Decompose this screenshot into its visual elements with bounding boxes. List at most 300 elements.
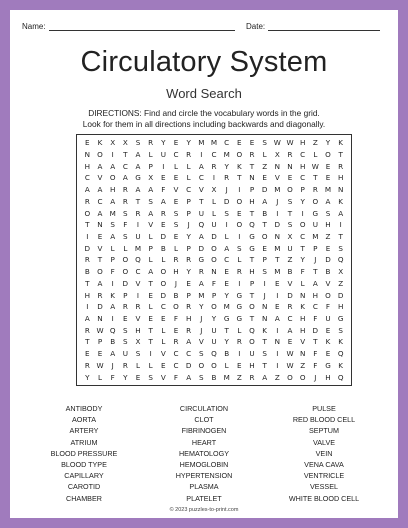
grid-letter[interactable]: E: [325, 173, 331, 183]
grid-letter[interactable]: V: [198, 337, 204, 347]
grid-letter[interactable]: C: [160, 302, 166, 312]
grid-letter[interactable]: E: [97, 349, 103, 359]
grid-letter[interactable]: C: [122, 161, 128, 171]
grid-letter[interactable]: O: [211, 360, 217, 370]
grid-letter[interactable]: R: [122, 196, 128, 206]
grid-letter[interactable]: H: [299, 325, 306, 335]
grid-letter[interactable]: O: [236, 220, 243, 230]
grid-letter[interactable]: F: [211, 278, 217, 288]
grid-letter[interactable]: S: [110, 220, 115, 230]
grid-letter[interactable]: H: [337, 173, 344, 183]
grid-letter[interactable]: B: [84, 267, 90, 277]
grid-letter[interactable]: L: [97, 372, 102, 382]
grid-letter[interactable]: N: [84, 150, 91, 160]
grid-letter[interactable]: U: [198, 208, 204, 218]
grid-letter[interactable]: F: [110, 372, 115, 382]
grid-letter[interactable]: E: [123, 314, 128, 324]
grid-letter[interactable]: Y: [224, 161, 229, 171]
grid-letter[interactable]: P: [211, 290, 217, 300]
grid-letter[interactable]: E: [85, 138, 90, 148]
grid-letter[interactable]: R: [84, 196, 90, 206]
grid-letter[interactable]: E: [148, 314, 153, 324]
grid-letter[interactable]: S: [325, 208, 331, 218]
grid-letter[interactable]: L: [313, 150, 318, 160]
grid-letter[interactable]: R: [249, 150, 255, 160]
grid-letter[interactable]: V: [160, 372, 166, 382]
grid-letter[interactable]: W: [286, 349, 294, 359]
grid-letter[interactable]: D: [198, 243, 205, 253]
grid-letter[interactable]: M: [274, 267, 281, 277]
grid-letter[interactable]: F: [313, 360, 318, 370]
grid-letter[interactable]: E: [325, 349, 331, 359]
grid-letter[interactable]: J: [225, 185, 228, 195]
grid-letter[interactable]: I: [238, 349, 241, 359]
grid-letter[interactable]: O: [249, 302, 255, 312]
grid-letter[interactable]: A: [97, 278, 103, 288]
grid-letter[interactable]: J: [263, 290, 266, 300]
grid-letter[interactable]: D: [287, 290, 293, 300]
grid-letter[interactable]: C: [186, 185, 192, 195]
grid-letter[interactable]: R: [236, 267, 242, 277]
grid-letter[interactable]: R: [198, 267, 204, 277]
grid-letter[interactable]: F: [173, 314, 179, 324]
grid-letter[interactable]: O: [236, 150, 243, 160]
grid-letter[interactable]: P: [123, 290, 128, 300]
grid-letter[interactable]: N: [274, 337, 281, 347]
grid-letter[interactable]: I: [276, 290, 279, 300]
grid-letter[interactable]: E: [85, 349, 90, 359]
grid-letter[interactable]: G: [198, 255, 205, 265]
grid-letter[interactable]: O: [299, 372, 306, 382]
grid-letter[interactable]: Q: [337, 255, 344, 265]
grid-letter[interactable]: L: [173, 161, 178, 171]
grid-letter[interactable]: L: [300, 278, 305, 288]
grid-letter[interactable]: I: [301, 208, 304, 218]
grid-letter[interactable]: D: [274, 220, 281, 230]
grid-letter[interactable]: B: [110, 337, 116, 347]
grid-letter[interactable]: E: [161, 173, 166, 183]
grid-letter[interactable]: H: [135, 325, 141, 335]
grid-letter[interactable]: M: [312, 232, 319, 242]
grid-letter[interactable]: A: [110, 161, 116, 171]
grid-letter[interactable]: A: [84, 314, 90, 324]
grid-letter[interactable]: B: [287, 267, 293, 277]
grid-letter[interactable]: M: [274, 185, 281, 195]
grid-letter[interactable]: O: [325, 150, 331, 160]
grid-letter[interactable]: E: [161, 220, 166, 230]
grid-letter[interactable]: J: [200, 325, 203, 335]
grid-letter[interactable]: L: [161, 337, 166, 347]
grid-letter[interactable]: A: [148, 208, 154, 218]
grid-letter[interactable]: U: [122, 349, 128, 359]
grid-letter[interactable]: P: [148, 161, 153, 171]
grid-letter[interactable]: E: [237, 138, 242, 148]
grid-letter[interactable]: R: [173, 337, 179, 347]
grid-letter[interactable]: A: [287, 325, 293, 335]
grid-letter[interactable]: M: [109, 208, 116, 218]
grid-letter[interactable]: I: [111, 150, 114, 160]
grid-letter[interactable]: C: [300, 232, 306, 242]
grid-letter[interactable]: S: [123, 232, 128, 242]
grid-letter[interactable]: R: [236, 337, 242, 347]
grid-letter[interactable]: S: [148, 196, 153, 206]
grid-letter[interactable]: L: [148, 255, 153, 265]
grid-letter[interactable]: M: [223, 302, 230, 312]
grid-letter[interactable]: L: [161, 255, 166, 265]
grid-letter[interactable]: P: [249, 185, 255, 195]
grid-letter[interactable]: H: [185, 314, 192, 324]
grid-letter[interactable]: S: [199, 372, 204, 382]
grid-letter[interactable]: I: [200, 150, 203, 160]
grid-letter[interactable]: K: [338, 196, 344, 206]
grid-letter[interactable]: A: [186, 372, 192, 382]
grid-letter[interactable]: Y: [300, 196, 305, 206]
grid-letter[interactable]: Y: [186, 267, 191, 277]
grid-letter[interactable]: Q: [249, 220, 255, 230]
grid-letter[interactable]: W: [286, 138, 294, 148]
grid-letter[interactable]: S: [123, 208, 128, 218]
grid-letter[interactable]: S: [123, 337, 128, 347]
grid-letter[interactable]: L: [173, 243, 178, 253]
grid-letter[interactable]: O: [122, 267, 129, 277]
grid-letter[interactable]: U: [160, 150, 166, 160]
grid-letter[interactable]: R: [160, 208, 166, 218]
grid-letter[interactable]: I: [162, 161, 165, 171]
grid-letter[interactable]: A: [110, 196, 116, 206]
grid-letter[interactable]: T: [237, 173, 242, 183]
grid-letter[interactable]: A: [338, 208, 344, 218]
grid-letter[interactable]: Y: [161, 138, 166, 148]
grid-letter[interactable]: T: [338, 150, 343, 160]
grid-letter[interactable]: M: [134, 243, 142, 253]
grid-letter[interactable]: O: [160, 278, 167, 288]
grid-letter[interactable]: Q: [135, 255, 141, 265]
grid-letter[interactable]: I: [111, 314, 114, 324]
grid-letter[interactable]: D: [337, 290, 344, 300]
grid-letter[interactable]: I: [136, 220, 140, 230]
grid-letter[interactable]: E: [325, 161, 331, 171]
grid-letter[interactable]: Y: [211, 314, 217, 324]
grid-letter[interactable]: E: [262, 173, 267, 183]
grid-letter[interactable]: X: [287, 232, 293, 242]
grid-letter[interactable]: K: [300, 302, 306, 312]
grid-letter[interactable]: T: [300, 243, 305, 253]
grid-letter[interactable]: D: [122, 278, 129, 288]
grid-letter[interactable]: N: [274, 161, 281, 171]
grid-letter[interactable]: S: [287, 220, 293, 230]
grid-letter[interactable]: S: [135, 138, 141, 148]
grid-letter[interactable]: V: [97, 243, 103, 253]
grid-letter[interactable]: A: [135, 150, 141, 160]
grid-letter[interactable]: I: [149, 349, 152, 359]
grid-letter[interactable]: N: [97, 314, 103, 324]
grid-letter[interactable]: I: [225, 220, 228, 230]
grid-letter[interactable]: Q: [337, 372, 344, 382]
grid-letter[interactable]: L: [186, 161, 191, 171]
grid-letter[interactable]: T: [313, 337, 318, 347]
grid-letter[interactable]: T: [85, 278, 90, 288]
grid-letter[interactable]: L: [211, 208, 216, 218]
grid-letter[interactable]: X: [274, 150, 280, 160]
grid-letter[interactable]: A: [97, 161, 103, 171]
grid-letter[interactable]: E: [325, 243, 331, 253]
grid-letter[interactable]: V: [97, 173, 103, 183]
grid-letter[interactable]: K: [110, 290, 116, 300]
grid-letter[interactable]: H: [299, 161, 306, 171]
grid-letter[interactable]: R: [249, 372, 255, 382]
grid-letter[interactable]: F: [325, 302, 331, 312]
grid-letter[interactable]: H: [249, 267, 255, 277]
grid-letter[interactable]: W: [311, 161, 319, 171]
letter-grid[interactable]: [76, 134, 352, 386]
grid-letter[interactable]: E: [224, 278, 229, 288]
grid-letter[interactable]: Y: [224, 337, 229, 347]
grid-letter[interactable]: Y: [123, 372, 128, 382]
grid-letter[interactable]: P: [186, 243, 191, 253]
grid-letter[interactable]: E: [161, 314, 166, 324]
grid-letter[interactable]: E: [173, 173, 179, 183]
grid-letter[interactable]: E: [97, 232, 103, 242]
grid-letter[interactable]: E: [237, 208, 242, 218]
grid-letter[interactable]: T: [262, 220, 267, 230]
grid-letter[interactable]: I: [276, 208, 279, 218]
grid-letter[interactable]: R: [148, 138, 154, 148]
grid-letter[interactable]: O: [261, 232, 268, 242]
grid-letter[interactable]: V: [325, 278, 331, 288]
grid-letter[interactable]: C: [186, 349, 192, 359]
grid-letter[interactable]: P: [262, 255, 267, 265]
grid-letter[interactable]: J: [314, 255, 317, 265]
grid-letter[interactable]: H: [299, 314, 306, 324]
grid-letter[interactable]: H: [84, 290, 91, 300]
grid-letter[interactable]: C: [173, 360, 179, 370]
grid-letter[interactable]: M: [324, 185, 332, 195]
grid-letter[interactable]: S: [262, 138, 267, 148]
grid-letter[interactable]: H: [325, 220, 331, 230]
grid-letter[interactable]: W: [273, 138, 281, 148]
grid-letter[interactable]: A: [198, 232, 204, 242]
grid-letter[interactable]: L: [148, 150, 153, 160]
grid-letter[interactable]: M: [198, 290, 205, 300]
grid-letter[interactable]: T: [85, 220, 90, 230]
grid-letter[interactable]: K: [338, 138, 344, 148]
grid-letter[interactable]: U: [287, 243, 293, 253]
grid-letter[interactable]: C: [287, 314, 293, 324]
grid-letter[interactable]: U: [312, 220, 318, 230]
grid-letter[interactable]: Y: [85, 372, 90, 382]
grid-letter[interactable]: G: [312, 208, 319, 218]
grid-letter[interactable]: B: [262, 208, 268, 218]
grid-letter[interactable]: A: [325, 196, 331, 206]
grid-letter[interactable]: R: [84, 255, 90, 265]
grid-letter[interactable]: S: [338, 243, 343, 253]
grid-letter[interactable]: S: [173, 220, 179, 230]
grid-letter[interactable]: Y: [186, 138, 191, 148]
grid-letter[interactable]: H: [299, 138, 306, 148]
grid-letter[interactable]: A: [110, 302, 116, 312]
grid-letter[interactable]: X: [211, 185, 217, 195]
grid-letter[interactable]: P: [313, 243, 318, 253]
grid-letter[interactable]: T: [148, 278, 153, 288]
grid-letter[interactable]: V: [148, 220, 154, 230]
grid-letter[interactable]: A: [84, 185, 90, 195]
grid-letter[interactable]: I: [263, 278, 266, 288]
grid-letter[interactable]: Y: [186, 232, 191, 242]
grid-letter[interactable]: P: [110, 255, 115, 265]
grid-letter[interactable]: R: [84, 325, 90, 335]
grid-letter[interactable]: O: [97, 267, 103, 277]
grid-letter[interactable]: P: [186, 208, 191, 218]
grid-letter[interactable]: I: [86, 232, 89, 242]
grid-letter[interactable]: D: [160, 290, 167, 300]
grid-letter[interactable]: U: [211, 337, 217, 347]
grid-letter[interactable]: I: [276, 349, 279, 359]
grid-letter[interactable]: K: [97, 138, 103, 148]
grid-letter[interactable]: R: [312, 185, 318, 195]
grid-letter[interactable]: R: [186, 255, 192, 265]
grid-letter[interactable]: T: [148, 337, 153, 347]
grid-letter[interactable]: S: [173, 208, 179, 218]
grid-letter[interactable]: V: [135, 278, 141, 288]
grid-letter[interactable]: N: [261, 314, 268, 324]
grid-letter[interactable]: Q: [211, 349, 217, 359]
grid-letter[interactable]: R: [186, 150, 192, 160]
grid-letter[interactable]: Z: [262, 161, 268, 171]
grid-letter[interactable]: N: [299, 290, 306, 300]
grid-letter[interactable]: O: [173, 302, 179, 312]
grid-letter[interactable]: C: [198, 173, 204, 183]
grid-letter[interactable]: M: [223, 150, 230, 160]
grid-letter[interactable]: N: [287, 161, 293, 171]
grid-letter[interactable]: A: [186, 337, 192, 347]
grid-letter[interactable]: D: [160, 232, 167, 242]
grid-letter[interactable]: I: [238, 232, 241, 242]
grid-letter[interactable]: J: [276, 196, 279, 206]
grid-letter[interactable]: S: [287, 196, 293, 206]
grid-letter[interactable]: F: [300, 267, 305, 277]
grid-letter[interactable]: O: [287, 185, 293, 195]
grid-letter[interactable]: C: [84, 173, 90, 183]
grid-letter[interactable]: S: [262, 267, 267, 277]
grid-letter[interactable]: I: [339, 220, 342, 230]
grid-letter[interactable]: Z: [274, 372, 280, 382]
grid-letter[interactable]: A: [97, 208, 103, 218]
grid-letter[interactable]: W: [96, 360, 104, 370]
grid-letter[interactable]: F: [313, 314, 318, 324]
grid-letter[interactable]: D: [325, 255, 331, 265]
grid-letter[interactable]: O: [97, 150, 103, 160]
grid-letter[interactable]: D: [211, 232, 217, 242]
grid-letter[interactable]: E: [275, 302, 280, 312]
grid-letter[interactable]: X: [148, 173, 154, 183]
grid-letter[interactable]: Y: [199, 302, 204, 312]
grid-letter[interactable]: M: [198, 138, 205, 148]
grid-letter[interactable]: G: [223, 314, 230, 324]
grid-letter[interactable]: T: [148, 325, 153, 335]
grid-letter[interactable]: E: [135, 372, 141, 382]
grid-letter[interactable]: B: [224, 349, 230, 359]
grid-letter[interactable]: T: [313, 267, 318, 277]
grid-letter[interactable]: M: [274, 243, 281, 253]
grid-letter[interactable]: A: [135, 185, 141, 195]
grid-letter[interactable]: P: [186, 290, 191, 300]
grid-letter[interactable]: Q: [249, 325, 255, 335]
grid-letter[interactable]: X: [110, 138, 116, 148]
grid-letter[interactable]: N: [299, 349, 306, 359]
grid-letter[interactable]: G: [236, 314, 243, 324]
grid-letter[interactable]: L: [224, 232, 229, 242]
grid-letter[interactable]: E: [249, 138, 255, 148]
grid-letter[interactable]: O: [287, 372, 293, 382]
grid-letter[interactable]: R: [122, 302, 128, 312]
grid-letter[interactable]: H: [337, 302, 344, 312]
grid-letter[interactable]: A: [110, 232, 116, 242]
name-blank[interactable]: [49, 30, 235, 31]
grid-letter[interactable]: F: [313, 349, 318, 359]
grid-letter[interactable]: I: [86, 302, 89, 312]
grid-letter[interactable]: C: [312, 302, 318, 312]
grid-letter[interactable]: T: [313, 173, 318, 183]
grid-letter[interactable]: E: [173, 325, 179, 335]
grid-letter[interactable]: S: [199, 349, 204, 359]
grid-letter[interactable]: T: [249, 314, 255, 324]
grid-letter[interactable]: S: [123, 325, 128, 335]
grid-letter[interactable]: I: [212, 173, 216, 183]
grid-letter[interactable]: F: [161, 185, 166, 195]
grid-letter[interactable]: A: [262, 372, 268, 382]
grid-letter[interactable]: A: [198, 278, 204, 288]
grid-letter[interactable]: N: [97, 220, 103, 230]
grid-letter[interactable]: J: [314, 372, 317, 382]
grid-letter[interactable]: L: [262, 150, 267, 160]
grid-letter[interactable]: R: [135, 302, 141, 312]
grid-letter[interactable]: Z: [338, 278, 344, 288]
grid-letter[interactable]: D: [261, 185, 268, 195]
grid-letter[interactable]: X: [122, 138, 128, 148]
grid-letter[interactable]: V: [198, 185, 204, 195]
grid-letter[interactable]: E: [173, 196, 179, 206]
grid-letter[interactable]: Z: [325, 232, 331, 242]
grid-letter[interactable]: D: [185, 360, 192, 370]
grid-letter[interactable]: R: [84, 360, 90, 370]
grid-letter[interactable]: C: [211, 150, 217, 160]
grid-letter[interactable]: I: [238, 185, 241, 195]
grid-letter[interactable]: Y: [224, 290, 229, 300]
grid-letter[interactable]: P: [300, 185, 305, 195]
grid-letter[interactable]: O: [236, 196, 243, 206]
grid-letter[interactable]: G: [249, 232, 255, 242]
grid-letter[interactable]: S: [148, 372, 153, 382]
grid-letter[interactable]: V: [173, 185, 179, 195]
grid-letter[interactable]: D: [84, 243, 91, 253]
grid-letter[interactable]: T: [85, 337, 90, 347]
grid-letter[interactable]: O: [325, 290, 331, 300]
grid-letter[interactable]: T: [135, 196, 141, 206]
grid-letter[interactable]: S: [237, 243, 242, 253]
grid-letter[interactable]: M: [210, 138, 218, 148]
grid-letter[interactable]: C: [97, 196, 103, 206]
grid-letter[interactable]: T: [262, 337, 267, 347]
grid-letter[interactable]: T: [249, 208, 255, 218]
grid-letter[interactable]: H: [249, 196, 255, 206]
grid-letter[interactable]: O: [211, 243, 217, 253]
grid-letter[interactable]: W: [96, 325, 104, 335]
grid-letter[interactable]: X: [338, 267, 344, 277]
grid-letter[interactable]: C: [300, 150, 306, 160]
grid-letter[interactable]: E: [237, 360, 242, 370]
grid-letter[interactable]: A: [312, 278, 318, 288]
grid-letter[interactable]: V: [274, 173, 280, 183]
